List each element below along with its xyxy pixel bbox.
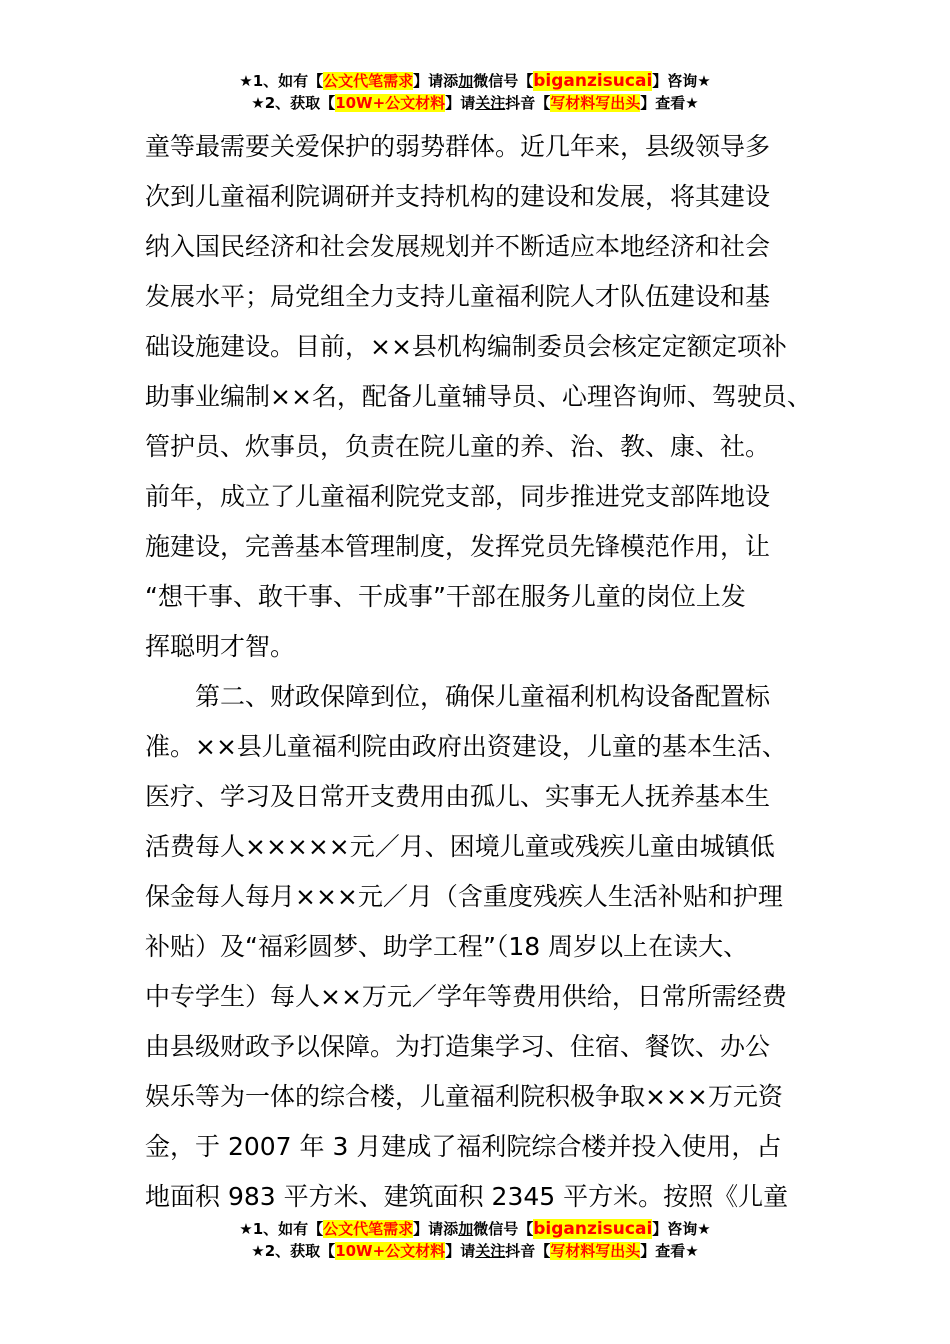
body-line: 娱乐等为一体的综合楼，儿童福利院积极争取×××万元资: [145, 1082, 783, 1111]
banner-1-mid2: 微信号【: [473, 72, 534, 90]
body-line: 童等最需要关爱保护的弱势群体。近几年来，县级领导多: [145, 132, 771, 161]
footer-1-mid2: 微信号【: [473, 1220, 534, 1238]
banner-1-suffix: 】咨询★: [652, 72, 711, 90]
body-line: “想干事、敢干事、干成事”干部在服务儿童的岗位上发: [145, 582, 746, 611]
section-heading-line: 第二、财政保障到位，确保儿童福利机构设备配置标: [195, 682, 771, 711]
body-line: 管护员、炊事员，负责在院儿童的养、治、教、康、社。: [145, 432, 771, 461]
banner-2-prefix: ★2、获取【: [251, 94, 336, 112]
footer-1-prefix: ★1、如有【: [239, 1220, 324, 1238]
footer-2-mid2: 抖音【: [505, 1242, 551, 1260]
banner-2-mid: 】请: [445, 94, 476, 112]
body-line: 纳入国民经济和社会发展规划并不断适应本地经济和社会: [145, 232, 771, 261]
banner-1-wechat-id: biganzisucai: [533, 71, 653, 91]
footer-2-underlined: 关注: [475, 1242, 506, 1260]
footer-1-suffix: 】咨询★: [652, 1220, 711, 1238]
body-line: 由县级财政予以保障。为打造集学习、住宿、餐饮、办公: [145, 1032, 771, 1061]
footer-2-suffix: 】查看★: [640, 1242, 699, 1260]
footer-2-prefix: ★2、获取【: [251, 1242, 336, 1260]
body-line: 地面积 983 平方米、建筑面积 2345 平方米。按照《儿童: [145, 1182, 789, 1211]
banner-1-highlight-service: 公文代笔需求: [323, 72, 414, 90]
banner-1-prefix: ★1、如有【: [239, 72, 324, 90]
footer-banner-line-2: [0, 1240, 950, 1262]
document-body: [145, 122, 825, 1222]
body-line: 保金每人每月×××元／月（含重度残疾人生活补贴和护理: [145, 882, 783, 911]
body-line: 补贴）及“福彩圆梦、助学工程”（18 周岁以上在读大、: [145, 932, 749, 961]
banner-2-mid2: 抖音【: [505, 94, 551, 112]
footer-2-douyin: 写材料写出头: [550, 1242, 641, 1260]
footer-1-highlight-service: 公文代笔需求: [323, 1220, 414, 1238]
body-line: 前年，成立了儿童福利院党支部，同步推进党支部阵地设: [145, 482, 771, 511]
body-line: 挥聪明才智。: [145, 632, 296, 661]
body-line: 施建设，完善基本管理制度，发挥党员先锋模范作用，让: [145, 532, 771, 561]
body-line: 助事业编制××名，配备儿童辅导员、心理咨询师、驾驶员、: [145, 382, 812, 411]
body-line: 础设施建设。目前，××县机构编制委员会核定定额定项补: [145, 332, 787, 361]
banner-2-douyin: 写材料写出头: [550, 94, 641, 112]
banner-1-underlined: 加: [458, 72, 474, 90]
footer-1-mid: 】请添: [413, 1220, 459, 1238]
body-line: 发展水平；局党组全力支持儿童福利院人才队伍建设和基: [145, 282, 771, 311]
banner-line-2: [0, 92, 950, 114]
footer-1-wechat-id: biganzisucai: [533, 1219, 653, 1239]
footer-2-mid: 】请: [445, 1242, 476, 1260]
footer-2-highlight-materials: 10W+公文材料: [335, 1242, 446, 1260]
body-line: 中专学生）每人××万元／学年等费用供给，日常所需经费: [145, 982, 787, 1011]
body-line: 活费每人×××××元／月、困境儿童或残疾儿童由城镇低: [145, 832, 775, 861]
banner-2-highlight-materials: 10W+公文材料: [335, 94, 446, 112]
footer-1-underlined: 加: [458, 1220, 474, 1238]
header-banner: [0, 70, 950, 114]
banner-1-mid: 】请添: [413, 72, 459, 90]
footer-banner: [0, 1218, 950, 1262]
body-line: 金，于 2007 年 3 月建成了福利院综合楼并投入使用，占: [145, 1132, 782, 1161]
footer-banner-line-1: [0, 1218, 950, 1240]
banner-2-underlined: 关注: [475, 94, 506, 112]
banner-line-1: [0, 70, 950, 92]
body-line: 次到儿童福利院调研并支持机构的建设和发展，将其建设: [145, 182, 771, 211]
body-line: 医疗、学习及日常开支费用由孤儿、实事无人抚养基本生: [145, 782, 771, 811]
banner-2-suffix: 】查看★: [640, 94, 699, 112]
body-line: 准。××县儿童福利院由政府出资建设，儿童的基本生活、: [145, 732, 787, 761]
